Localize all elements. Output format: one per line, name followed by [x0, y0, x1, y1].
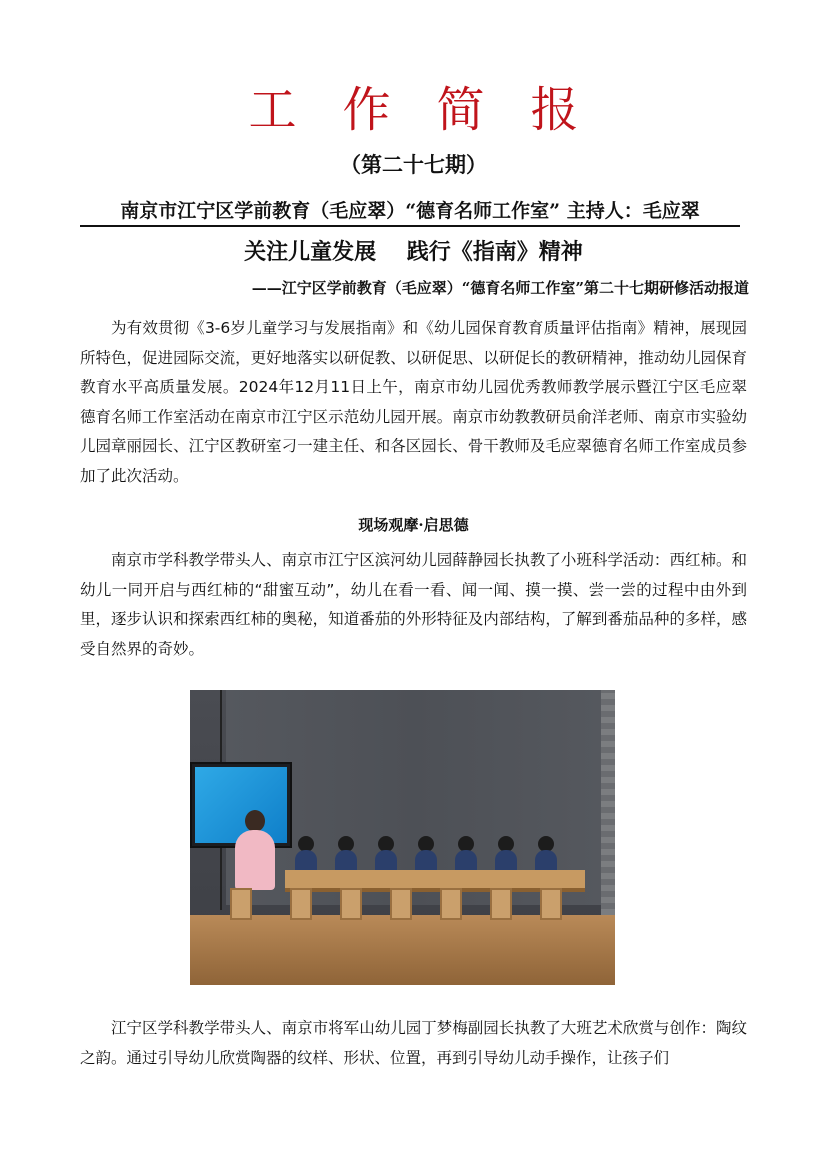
article-headline: 关注儿童发展 践行《指南》精神	[244, 239, 583, 265]
classroom-photo	[190, 690, 615, 985]
teacher-head	[245, 810, 265, 832]
child-chair	[290, 888, 312, 920]
side-wall	[601, 690, 615, 915]
wooden-stage	[190, 915, 615, 985]
teacher-chair	[230, 888, 252, 920]
child-chair	[540, 888, 562, 920]
child-chair	[390, 888, 412, 920]
issue-number: （第二十七期）	[340, 152, 487, 177]
child-chair	[440, 888, 462, 920]
section-heading: 现场观摩·启思德	[358, 516, 469, 534]
teacher-figure	[235, 830, 275, 890]
activity-paragraph: 南京市学科教学带头人、南京市江宁区滨河幼儿园薛静园长执教了小班科学活动：西红柿。和幼儿一同开启与西红柿的“甜蜜互动”，幼儿在看一看、闻一闻、摸一摸、尝一尝的过程中由外到里，逐步认识和探索西红柿的奥秘，知道番茄的外形特征及内部结构，了解到番茄品种的多样，感受自然界的奇妙。	[80, 551, 747, 658]
intro-paragraph: 为有效贯彻《3-6岁儿童学习与发展指南》和《幼儿园保育教育质量评估指南》精神，展现园所特色，促进园际交流，更好地落实以研促教、以研促思、以研促长的教研精神，推动幼儿园保育教育水平高质量发展。2024年12月11日上午，南京市幼儿园优秀教师教学展示暨江宁区毛应翠德育名师工作室活动在南京市江宁区示范幼儿园开展。南京市幼教教研员俞洋老师、南京市实验幼儿园章丽园长、江宁区教研室刁一建主任、和各区园长、骨干教师及毛应翠德育名师工作室成员参加了此次活动。	[80, 319, 747, 485]
monitor-screen	[195, 767, 287, 843]
article-subheadline: ——江宁区学前教育（毛应翠）“德育名师工作室”第二十七期研修活动报道	[251, 279, 749, 297]
report-title: 工作简报	[248, 82, 625, 138]
organization-line: 南京市江宁区学前教育（毛应翠）“德育名师工作室” 主持人：毛应翠	[80, 197, 740, 227]
activity-paragraph-2: 江宁区学科教学带头人、南京市将军山幼儿园丁梦梅副园长执教了大班艺术欣赏与创作：陶纹之韵。通过引导幼儿欣赏陶器的纹样、形状、位置，再到引导幼儿动手操作，让孩子们	[80, 1019, 747, 1067]
child-chair	[340, 888, 362, 920]
child-chair	[490, 888, 512, 920]
